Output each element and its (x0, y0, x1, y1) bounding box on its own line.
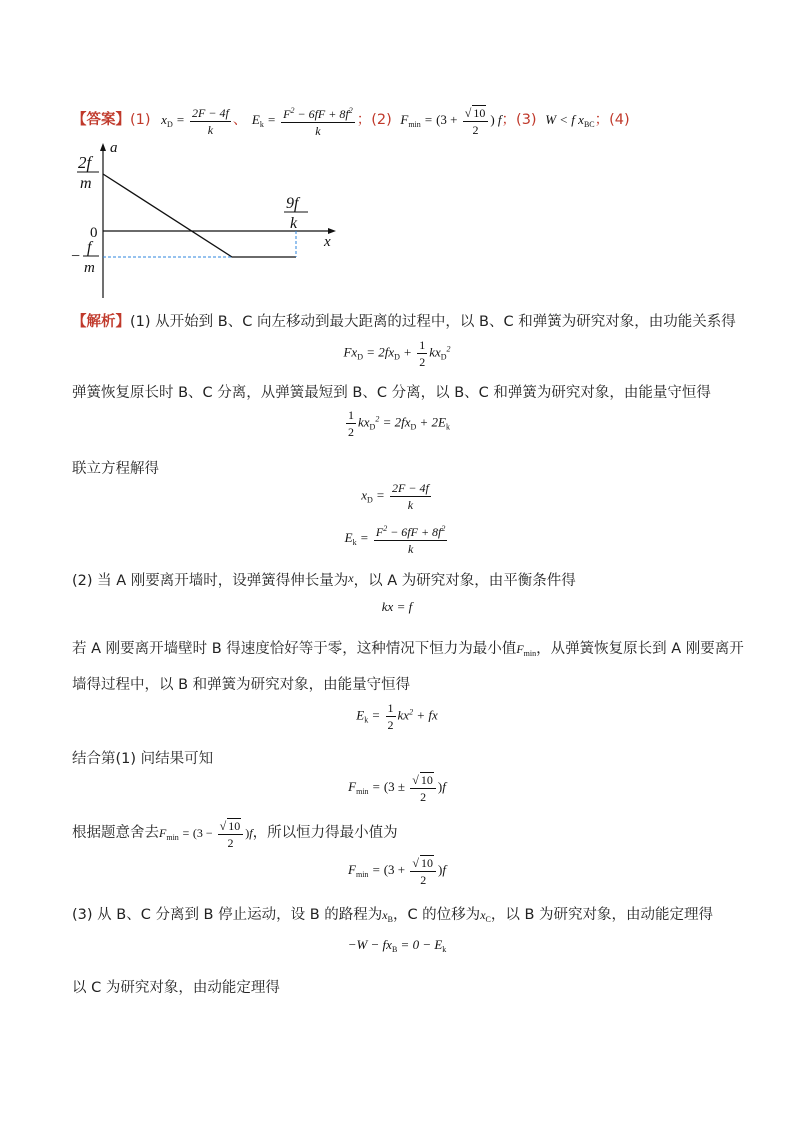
analysis-line-6: 墙得过程中，以 B 和弹簧为研究对象，由能量守恒得 (72, 677, 411, 693)
y-top-numerator: 2f (78, 153, 92, 172)
equation-3: $x_D$ = $\frac{2F - 4f}{k}$ (361, 481, 429, 512)
answer-semicolon-2: ； (501, 111, 517, 128)
answer-eq-Fmin: $F_{min} = (3$ + $\frac{√ 10}{2}$ ) f (400, 106, 502, 137)
analysis-text-8b: ，所以恒力得最小值为 (252, 825, 398, 841)
analysis-var-x: x (348, 571, 354, 585)
y-bottom-denominator: m (84, 260, 95, 276)
analysis-text-5a: 若 A 刚要离开墙壁时 B 得速度恰好等于零，这种情况下恒力为最小值 (72, 641, 517, 657)
analysis-bracket: 【解析】 (72, 314, 130, 330)
analysis-line-2: 弹簧恢复原长时 B、C 分离，从弹簧最短到 B、C 分离，以 B、C 和弹簧为研究对象，由能量守恒得 (72, 385, 711, 401)
x-axis-label: x (324, 234, 331, 250)
analysis-text-9a: (3) 从 B、C 分离到 B 停止运动，设 B 的路程为 (72, 907, 383, 923)
analysis-Fmin-inline: $F_{min}$ (516, 642, 537, 658)
answer-eq-W: W < f $x_{BC}$ (545, 111, 595, 129)
y-axis-arrow (100, 143, 106, 151)
y-bottom-sign: − (71, 248, 81, 265)
analysis-line-3: 联立方程解得 (72, 461, 159, 477)
answer-eq-xD: $x_D$ = $\frac{2F - 4f}{k}$ (161, 105, 229, 137)
analysis-text-9c: ，以 B 为研究对象，由动能定理得 (490, 907, 714, 923)
analysis-text-9b: ，C 的位移为 (392, 907, 481, 923)
analysis-text-4a: (2) 当 A 刚要离开墙时，设弹簧得伸长量为 (72, 573, 349, 589)
y-top-denominator: m (80, 175, 92, 192)
answer-part-1: (1) (130, 111, 151, 128)
y-bottom-numerator: f (87, 239, 92, 256)
equation-8: $F_{min} = (3$ + $\frac{√ 10}{2}$ )f (348, 856, 446, 887)
analysis-var-xC: $x_C$ (480, 908, 491, 924)
answer-part-3: (3) (516, 111, 537, 128)
equation-7: $F_{min} = (3$ ± $\frac{√ 10}{2}$ )f (348, 773, 446, 804)
analysis-text-8a: 根据题意舍去 (72, 825, 159, 841)
y-axis-label: a (110, 140, 118, 156)
answer-part-2: (2) (371, 111, 392, 128)
analysis-text-4b: ，以 A 为研究对象，由平衡条件得 (353, 573, 576, 589)
acceleration-curve (103, 174, 296, 257)
answer-semicolon-3: ； (594, 111, 610, 128)
answer-line (72, 104, 630, 138)
x-mark-numerator: 9f (286, 195, 299, 212)
equation-1: $Fx_D = 2fx_D$ + $\frac{1}{2}$ $kx_D^2$ (343, 338, 451, 369)
x-mark-denominator: k (290, 215, 298, 232)
analysis-line-5 (72, 637, 744, 658)
acceleration-graph (70, 140, 350, 300)
equation-5: kx = f (381, 599, 413, 614)
origin-label: 0 (90, 225, 98, 241)
equation-4: $E_k$ = $\frac{F^2 - 6fF + 8f^2}{k}$ (344, 524, 446, 556)
equation-6: $E_k$ = $\frac{1}{2}$ $kx^2$ + fx (356, 701, 438, 732)
analysis-line-4 (72, 569, 576, 590)
answer-part-4: (4) (609, 111, 630, 128)
answer-semicolon-1: ； (356, 111, 372, 128)
analysis-line-7: 结合第(1) 问结果可知 (72, 751, 214, 767)
analysis-line-9 (72, 903, 713, 924)
analysis-text-5b: ，从弹簧恢复原长到 A 刚要离开 (536, 641, 744, 657)
answer-bracket: 【答案】 (72, 111, 130, 128)
analysis-line-1 (72, 310, 736, 331)
analysis-text-1: (1) 从开始到 B、C 向左移动到最大距离的过程中，以 B、C 和弹簧为研究对象，由功能关系得 (130, 314, 736, 330)
analysis-var-xB: $x_B$ (382, 908, 393, 924)
answer-sep: 、 (232, 111, 248, 128)
equation-9: $-W - fx_B = 0 - E_k$ (347, 937, 447, 954)
analysis-line-10: 以 C 为研究对象，由动能定理得 (72, 980, 280, 996)
equation-2: $\frac{1}{2}$ $kx_D^2 = 2fx_D + 2E_k$ (348, 408, 450, 439)
analysis-line-8 (72, 818, 398, 851)
analysis-discarded-root: $F_{min} = (3$ − $\frac{√ 10}{2}$ )f (159, 819, 253, 851)
answer-eq-Ek: $E_k$ = $\frac{F^2 - 6fF + 8f^2}{k}$ (251, 106, 353, 138)
